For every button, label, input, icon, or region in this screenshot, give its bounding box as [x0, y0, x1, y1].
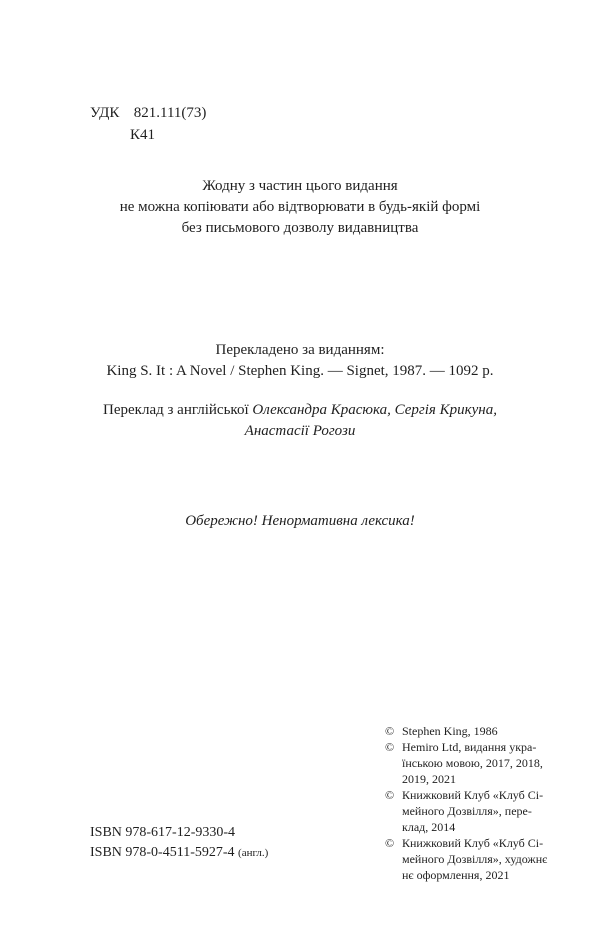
translators-line — [0, 400, 600, 421]
notice-line: без письмового дозволу видавництва — [181, 220, 419, 236]
copyright-entry — [385, 723, 575, 739]
copyright-text — [402, 723, 575, 739]
copyright-entry — [385, 787, 575, 835]
udk-label: УДК — [90, 105, 120, 121]
translators-block — [0, 400, 600, 442]
isbn-language-note: (англ.) — [238, 847, 269, 859]
notice-line: не можна копіювати або відтворювати в будь-якій формі — [119, 199, 481, 215]
copyright-line: мейного Дозвілля», пере- — [402, 804, 532, 818]
author-sign: К41 — [130, 127, 156, 143]
udk-line — [90, 102, 206, 124]
copyright-block — [385, 723, 575, 883]
copyright-line: 2019, 2021 — [402, 772, 456, 786]
copyright-line: Hemiro Ltd, видання укра- — [402, 740, 537, 754]
copyright-line: Книжковий Клуб «Клуб Сі- — [402, 788, 544, 802]
copy-protection-notice — [0, 176, 600, 239]
profanity-warning: Обережно! Ненормативна лексика! — [185, 513, 415, 529]
udk-block — [90, 102, 206, 146]
copyright-symbol: © — [385, 788, 395, 802]
translation-source-citation: King S. It : A Novel / Stephen King. — Signet, 1987. — 1092 p. — [106, 363, 494, 379]
notice-line: Жодну з частин цього видання — [202, 178, 398, 194]
translators-names-continued: Анастасії Рогози — [244, 423, 356, 439]
copyright-line: мейного Дозвілля», художнє — [402, 852, 548, 866]
copyright-text — [402, 739, 575, 787]
copyright-text — [402, 835, 575, 883]
copyright-line: Stephen King, 1986 — [402, 724, 498, 738]
translation-source-heading: Перекладено за виданням: — [215, 342, 385, 358]
isbn-line — [90, 843, 268, 863]
isbn-number: ISBN 978-0-4511-5927-4 — [90, 845, 235, 860]
copyright-symbol: © — [385, 836, 395, 850]
isbn-block — [90, 823, 268, 863]
translators-names: Олександра Красюка, Сергія Крикуна, — [252, 402, 497, 418]
udk-code: 821.111(73) — [133, 105, 207, 121]
copyright-symbol: © — [385, 740, 395, 754]
copyright-line: Книжковий Клуб «Клуб Сі- — [402, 836, 544, 850]
isbn-line — [90, 823, 268, 843]
copyright-entry — [385, 835, 575, 883]
copyright-text — [402, 787, 575, 835]
isbn-number: ISBN 978-617-12-9330-4 — [90, 825, 236, 840]
translation-source — [0, 340, 600, 382]
copyright-line: клад, 2014 — [402, 820, 456, 834]
copyright-line: нє оформлення, 2021 — [402, 868, 510, 882]
copyright-line: їнською мовою, 2017, 2018, — [402, 756, 543, 770]
copyright-symbol: © — [385, 724, 395, 738]
translators-prefix: Переклад з англійської — [103, 402, 249, 418]
copyright-entry — [385, 739, 575, 787]
